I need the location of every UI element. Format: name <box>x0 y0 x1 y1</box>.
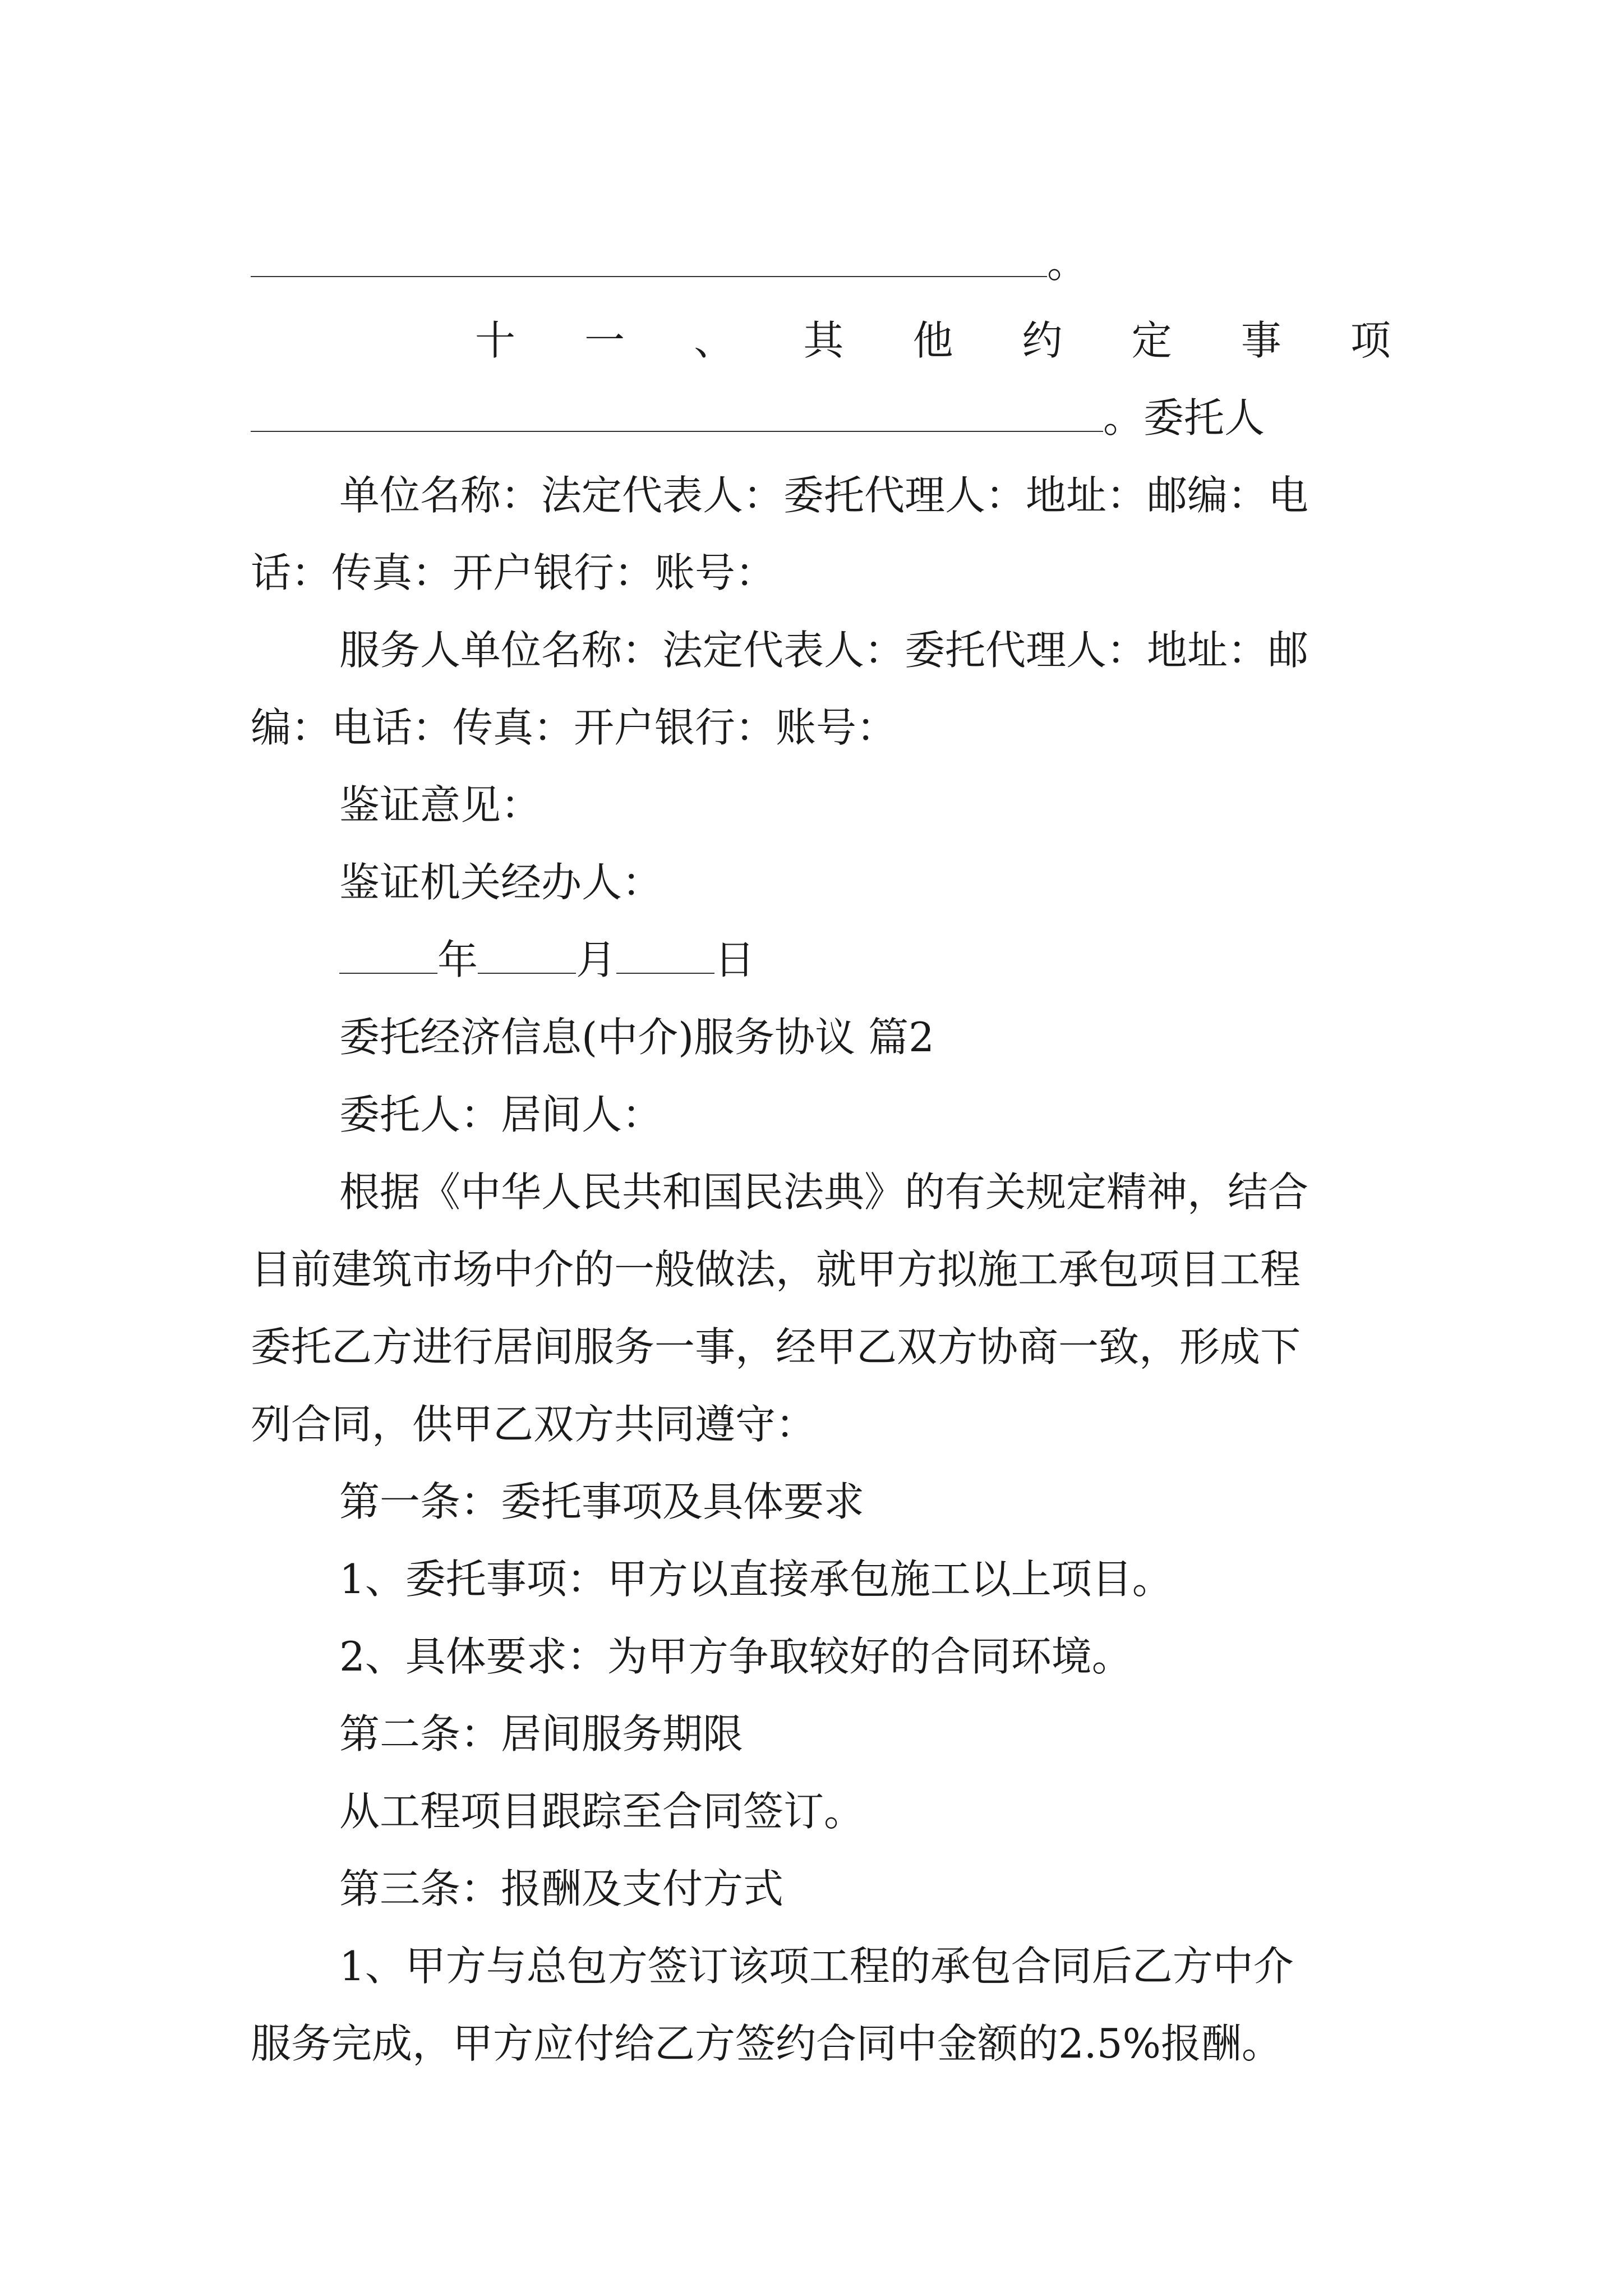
month-blank <box>478 939 576 974</box>
heading-char: 他 <box>912 317 953 364</box>
paragraph-line: 列合同，供甲乙双方共同遵守： <box>251 1401 817 1448</box>
text: 。委托人 <box>1103 394 1265 441</box>
paragraph-line: 1、委托事项：甲方以直接承包施工以上项目。 <box>339 1556 1173 1603</box>
heading-char: 一 <box>584 317 625 364</box>
paragraph-line: 2、具体要求：为甲方争取较好的合同环境。 <box>339 1633 1132 1680</box>
day-blank <box>616 939 714 974</box>
fill-blank <box>251 242 1047 277</box>
year-label: 年 <box>437 936 478 983</box>
text: 。 <box>1047 240 1088 287</box>
heading-char: 事 <box>1241 317 1281 364</box>
paragraph-line: 1、甲方与总包方签订该项工程的承包合同后乙方中介 <box>339 1943 1294 1990</box>
heading-char: 约 <box>1022 317 1063 364</box>
paragraph-line: 从工程项目跟踪至合同签订。 <box>339 1788 865 1835</box>
paragraph-line: 服务完成，甲方应付给乙方签约合同中金额的2.5%报酬。 <box>251 2020 1282 2067</box>
heading-char: 定 <box>1131 317 1172 364</box>
paragraph-line: 服务人单位名称：法定代表人：委托代理人：地址：邮 <box>339 627 1309 674</box>
month-label: 月 <box>576 936 617 983</box>
heading-char: 、 <box>694 317 735 364</box>
paragraph-line: 根据《中华人民共和国民法典》的有关规定精神，结合 <box>339 1168 1309 1216</box>
date-line <box>251 921 1391 999</box>
blank-line-1 <box>251 224 1391 302</box>
paragraph-line: 委托人：居间人： <box>339 1091 663 1138</box>
clause-title: 第三条：报酬及支付方式 <box>339 1865 784 1912</box>
paragraph-line: 鉴证意见： <box>339 781 542 829</box>
year-blank <box>339 939 437 974</box>
clause-title: 第二条：居间服务期限 <box>339 1710 744 1757</box>
section-title: 委托经济信息(中介)服务协议 篇2 <box>339 1014 934 1061</box>
clause-title: 第一条：委托事项及具体要求 <box>339 1478 865 1525</box>
document-page <box>251 224 1391 2082</box>
day-label: 日 <box>714 936 755 983</box>
paragraph-line: 鉴证机关经办人： <box>339 859 663 906</box>
heading-char: 十 <box>475 317 516 364</box>
paragraph-line: 目前建筑市场中介的一般做法，就甲方拟施工承包项目工程 <box>251 1246 1301 1293</box>
heading-char: 项 <box>1350 317 1391 364</box>
heading-char: 其 <box>803 317 844 364</box>
paragraph-line: 编：电话：传真：开户银行：账号： <box>251 704 897 751</box>
fill-blank <box>251 397 1103 432</box>
paragraph-line: 话：传真：开户银行：账号： <box>251 549 776 596</box>
blank-line-2 <box>251 379 1391 457</box>
paragraph-line: 单位名称：法定代表人：委托代理人：地址：邮编：电 <box>339 472 1309 519</box>
paragraph-line: 委托乙方进行居间服务一事，经甲乙双方协商一致，形成下 <box>251 1323 1301 1370</box>
section-heading-11 <box>251 302 1391 379</box>
